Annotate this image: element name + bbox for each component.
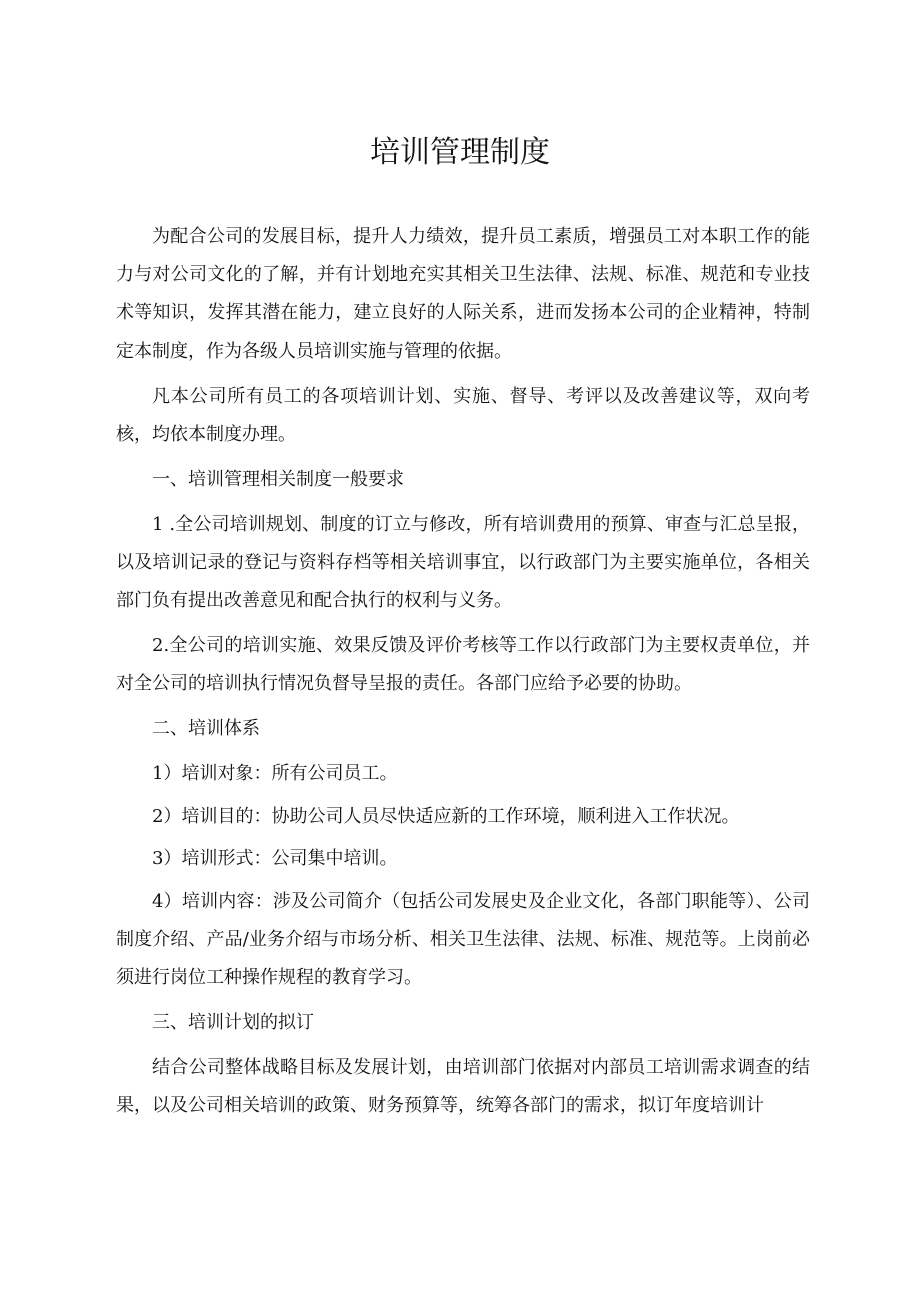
list-item-target: 1）培训对象：所有公司员工。 <box>152 763 398 785</box>
list-item-goal: 2）培训目的：协助公司人员尽快适应新的工作环境，顺利进入工作状况。 <box>152 805 740 827</box>
list-item-content: 4）培训内容：涉及公司简介（包括公司发展史及企业文化，各部门职能等）、公司制度介绍、产品/业务介绍与市场分析、相关卫生法律、法规、标准、规范等。上岗前必须进行岗位工种操作规程的教育学习。 <box>116 890 810 988</box>
paragraph-requirement-2: 2.全公司的培训实施、效果反馈及评价考核等工作以行政部门为主要权责单位，并对全公司的培训执行情况负督导呈报的责任。各部门应给予必要的协助。 <box>116 635 810 695</box>
list-item-form: 3）培训形式：公司集中培训。 <box>152 848 398 870</box>
document-body <box>116 218 810 1132</box>
section-heading-3: 三、培训计划的拟订 <box>152 1012 314 1033</box>
paragraph-purpose: 为配合公司的发展目标，提升人力绩效，提升员工素质，增强员工对本职工作的能力与对公司文化的了解，并有计划地充实其相关卫生法律、法规、标准、规范和专业技术等知识，发挥其潜在能力，建立良好的人际关系，进而发扬本公司的企业精神，特制定本制度，作为各级人员培训实施与管理的依据。 <box>116 226 810 362</box>
section-heading-1: 一、培训管理相关制度一般要求 <box>152 468 404 490</box>
paragraph-plan: 结合公司整体战略目标及发展计划，由培训部门依据对内部员工培训需求调查的结果，以及公司相关培训的政策、财务预算等，统筹各部门的需求，拟订年度培训计 <box>116 1057 810 1117</box>
paragraph-requirement-1: 1 .全公司培训规划、制度的订立与修改，所有培训费用的预算、审查与汇总呈报，以及培训记录的登记与资料存档等相关培训事宜，以行政部门为主要实施单位，各相关部门负有提出改善意见和配合执行的权利与义务。 <box>116 513 810 612</box>
section-heading-2: 二、培训体系 <box>152 718 260 740</box>
document-title: 培训管理制度 <box>370 135 550 170</box>
paragraph-scope: 凡本公司所有员工的各项培训计划、实施、督导、考评以及改善建议等，双向考核，均依本制度办理。 <box>116 385 810 445</box>
